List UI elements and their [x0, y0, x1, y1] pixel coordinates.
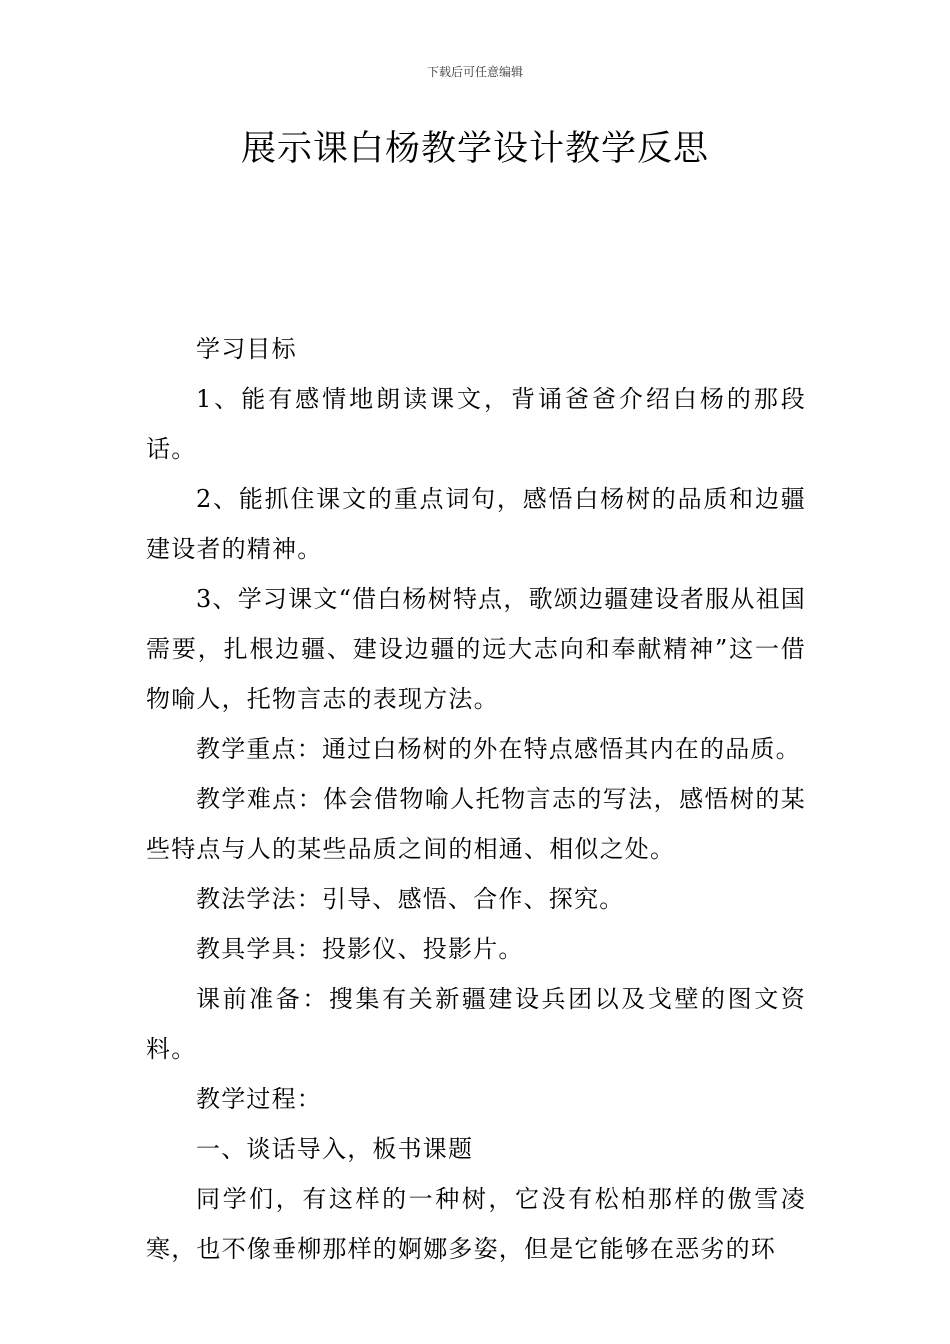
paragraph-teaching-focus: 教学重点：通过白杨树的外在特点感悟其内在的品质。: [196, 735, 801, 763]
paragraph-goal-3: 3、学习课文“借白杨树特点，歌颂边疆建设者服从祖国需要，扎根边疆、建设边疆的远大志向和奉献精神”这一借物喻人，托物言志的表现方法。: [146, 585, 806, 713]
paragraph-goal-1: 1、能有感情地朗读课文，背诵爸爸介绍白杨的那段话。: [146, 385, 806, 463]
paragraph-teaching-aids: 教具学具：投影仪、投影片。: [196, 935, 524, 963]
paragraph-process-heading: 教学过程：: [196, 1085, 322, 1113]
paragraph-section-1-heading: 一、谈话导入，板书课题: [196, 1135, 474, 1163]
paragraph-intro-text: 同学们，有这样的一种树，它没有松柏那样的傲雪凌寒，也不像垂柳那样的婀娜多姿，但是它能够在恶劣的环: [146, 1185, 806, 1263]
document-title: 展示课白杨教学设计教学反思: [240, 129, 709, 169]
paragraph-teaching-difficulty: 教学难点：体会借物喻人托物言志的写法，感悟树的某些特点与人的某些品质之间的相通、相似之处。: [146, 785, 806, 863]
paragraph-goal-2: 2、能抓住课文的重点词句，感悟白杨树的品质和边疆建设者的精神。: [146, 485, 806, 563]
paragraph-preparation: 课前准备：搜集有关新疆建设兵团以及戈壁的图文资料。: [146, 985, 806, 1063]
header-note: 下载后可任意编辑: [426, 65, 523, 79]
document-body: [146, 324, 806, 1274]
paragraph-teaching-methods: 教法学法：引导、感悟、合作、探究。: [196, 885, 625, 913]
paragraph-learning-goals-heading: 学习目标: [196, 335, 297, 363]
